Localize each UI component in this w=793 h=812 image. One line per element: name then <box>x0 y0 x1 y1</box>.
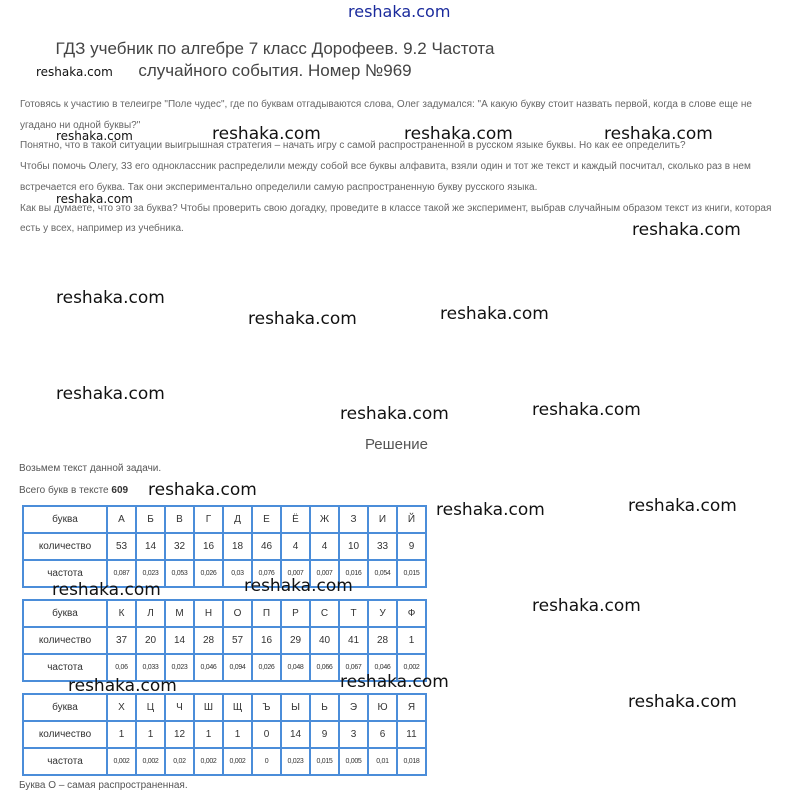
problem-text-part: Чтобы помочь Олегу, 33 его одноклассник распределили между собой все буквы алфавита, взяли один и тот же текст и каждый посчитал, сколько раз в нем встречается его буква. Так они экспериментально определили самую распространенную букву русского языка. <box>20 161 751 193</box>
count-cell: 46 <box>252 533 281 560</box>
letter-cell: А <box>107 506 136 533</box>
problem-paragraph-4: Как вы думаете, что это за буква? Чтобы проверить свою догадку, проведите в классе такой же эксперимент, выбрав случайным образом текст из книги, которая есть у всех, например из учебника. <box>20 202 772 235</box>
letter-cell: Ю <box>368 694 397 721</box>
count-cell: 20 <box>136 627 165 654</box>
letter-cell: В <box>165 506 194 533</box>
problem-text <box>20 95 785 240</box>
count-cell: 1 <box>223 721 252 748</box>
letter-row <box>23 506 426 533</box>
count-cell: 41 <box>339 627 368 654</box>
freq-row <box>23 748 426 775</box>
count-cell: 10 <box>339 533 368 560</box>
watermark: reshaka.com <box>56 129 133 143</box>
freq-cell: 0,005 <box>339 748 368 775</box>
letter-cell: Э <box>339 694 368 721</box>
watermark: reshaka.com <box>404 124 513 144</box>
watermark: reshaka.com <box>532 400 641 420</box>
count-cell: 4 <box>281 533 310 560</box>
count-cell: 28 <box>194 627 223 654</box>
watermark: reshaka.com <box>56 384 165 404</box>
freq-cell: 0,03 <box>223 560 252 587</box>
count-cell: 16 <box>252 627 281 654</box>
count-cell: 29 <box>281 627 310 654</box>
count-cell: 9 <box>397 533 426 560</box>
letter-cell: Ъ <box>252 694 281 721</box>
letter-row <box>23 694 426 721</box>
freq-cell: 0,023 <box>165 654 194 681</box>
row-label: частота <box>23 748 107 775</box>
freq-cell: 0,002 <box>107 748 136 775</box>
watermark: reshaka.com <box>628 692 737 712</box>
letter-cell: Ж <box>310 506 339 533</box>
freq-cell: 0,018 <box>397 748 426 775</box>
watermark: reshaka.com <box>212 124 321 144</box>
problem-paragraph-2: Понятно, что в такой ситуации выигрышная стратегия – начать игру с самой распространенной в русском языке буквы. Но как ее определить? <box>20 140 686 152</box>
problem-paragraph-3 <box>20 157 785 198</box>
freq-cell: 0,015 <box>397 560 426 587</box>
letter-cell: Щ <box>223 694 252 721</box>
freq-cell: 0,023 <box>136 560 165 587</box>
count-cell: 11 <box>397 721 426 748</box>
freq-cell: 0,06 <box>107 654 136 681</box>
letter-cell: Ф <box>397 600 426 627</box>
freq-cell: 0,076 <box>252 560 281 587</box>
letter-cell: Н <box>194 600 223 627</box>
freq-cell: 0,053 <box>165 560 194 587</box>
letter-row <box>23 600 426 627</box>
letter-cell: Г <box>194 506 223 533</box>
letter-cell: Я <box>397 694 426 721</box>
freq-cell: 0,002 <box>223 748 252 775</box>
count-cell: 3 <box>339 721 368 748</box>
count-cell: 9 <box>310 721 339 748</box>
count-cell: 28 <box>368 627 397 654</box>
freq-cell: 0,066 <box>310 654 339 681</box>
count-cell: 0 <box>252 721 281 748</box>
letter-table-2 <box>22 599 427 682</box>
row-label: буква <box>23 506 107 533</box>
count-cell: 57 <box>223 627 252 654</box>
letter-cell: М <box>165 600 194 627</box>
freq-cell: 0,016 <box>339 560 368 587</box>
letter-cell: Ш <box>194 694 223 721</box>
letter-cell: Ё <box>281 506 310 533</box>
letter-cell: И <box>368 506 397 533</box>
watermark: reshaka.com <box>340 672 449 692</box>
watermark: reshaka.com <box>36 65 113 79</box>
freq-cell: 0,046 <box>194 654 223 681</box>
letter-cell: Х <box>107 694 136 721</box>
watermark: reshaka.com <box>604 124 713 144</box>
count-cell: 53 <box>107 533 136 560</box>
watermark: reshaka.com <box>56 192 133 206</box>
freq-cell: 0,002 <box>397 654 426 681</box>
watermark: reshaka.com <box>436 500 545 520</box>
row-label: частота <box>23 654 107 681</box>
watermark: reshaka.com <box>248 309 357 329</box>
freq-cell: 0,054 <box>368 560 397 587</box>
count-cell: 37 <box>107 627 136 654</box>
page-title: ГДЗ учебник по алгебре 7 класс Дорофеев. 9.2 Частота случайного события. Номер №969 <box>55 39 495 80</box>
freq-cell: 0,007 <box>281 560 310 587</box>
row-label: количество <box>23 627 107 654</box>
letter-cell: Ч <box>165 694 194 721</box>
freq-cell: 0,087 <box>107 560 136 587</box>
count-cell: 14 <box>165 627 194 654</box>
freq-cell: 0,067 <box>339 654 368 681</box>
freq-cell: 0,023 <box>281 748 310 775</box>
letter-cell: Б <box>136 506 165 533</box>
letter-cell: Е <box>252 506 281 533</box>
count-cell: 1 <box>397 627 426 654</box>
count-cell: 40 <box>310 627 339 654</box>
watermark: reshaka.com <box>244 576 353 596</box>
letter-cell: Л <box>136 600 165 627</box>
count-cell: 6 <box>368 721 397 748</box>
freq-cell: 0,094 <box>223 654 252 681</box>
letter-cell: Ы <box>281 694 310 721</box>
watermark: reshaka.com <box>68 676 177 696</box>
freq-cell: 0,033 <box>136 654 165 681</box>
freq-cell: 0 <box>252 748 281 775</box>
count-cell: 4 <box>310 533 339 560</box>
freq-cell: 0,046 <box>368 654 397 681</box>
count-cell: 1 <box>136 721 165 748</box>
solution-heading: Решение <box>364 436 429 453</box>
letter-cell: Т <box>339 600 368 627</box>
letter-cell: С <box>310 600 339 627</box>
watermark: reshaka.com <box>632 220 741 240</box>
freq-cell: 0,007 <box>310 560 339 587</box>
count-cell: 14 <box>136 533 165 560</box>
row-label: частота <box>23 560 107 587</box>
letter-cell: О <box>223 600 252 627</box>
row-label: буква <box>23 694 107 721</box>
letter-cell: Й <box>397 506 426 533</box>
total-letters-value: 609 <box>111 485 129 496</box>
count-cell: 1 <box>107 721 136 748</box>
watermark: reshaka.com <box>348 2 451 21</box>
problem-paragraph-1: Готовясь к участию в телеигре "Поле чудес", где по буквам отгадываются слова, Олег задумался: "А какую букву стоит назвать первой, когда в слове еще не угадано ни одной буквы?" <box>20 99 752 131</box>
letter-cell: Ь <box>310 694 339 721</box>
watermark: reshaka.com <box>628 496 737 516</box>
watermark: reshaka.com <box>440 304 549 324</box>
freq-cell: 0,002 <box>136 748 165 775</box>
letter-table-3 <box>22 693 427 776</box>
total-letters-label: Всего букв в тексте <box>19 485 109 496</box>
freq-cell: 0,002 <box>194 748 223 775</box>
freq-cell: 0,015 <box>310 748 339 775</box>
count-cell: 12 <box>165 721 194 748</box>
count-row <box>23 721 426 748</box>
conclusion: Буква О – самая распространенная. <box>19 780 188 791</box>
count-row <box>23 627 426 654</box>
count-cell: 33 <box>368 533 397 560</box>
row-label: количество <box>23 721 107 748</box>
letter-cell: Ц <box>136 694 165 721</box>
freq-cell: 0,048 <box>281 654 310 681</box>
watermark: reshaka.com <box>56 288 165 308</box>
freq-cell: 0,026 <box>252 654 281 681</box>
freq-cell: 0,02 <box>165 748 194 775</box>
letter-cell: П <box>252 600 281 627</box>
count-cell: 32 <box>165 533 194 560</box>
watermark: reshaka.com <box>532 596 641 616</box>
count-cell: 1 <box>194 721 223 748</box>
row-label: количество <box>23 533 107 560</box>
count-cell: 16 <box>194 533 223 560</box>
letter-cell: К <box>107 600 136 627</box>
total-letters-line <box>19 485 128 496</box>
watermark: reshaka.com <box>340 404 449 424</box>
count-row <box>23 533 426 560</box>
letter-cell: У <box>368 600 397 627</box>
freq-cell: 0,01 <box>368 748 397 775</box>
freq-cell: 0,026 <box>194 560 223 587</box>
letter-table-1 <box>22 505 427 588</box>
count-cell: 14 <box>281 721 310 748</box>
letter-cell: З <box>339 506 368 533</box>
count-cell: 18 <box>223 533 252 560</box>
letter-cell: Д <box>223 506 252 533</box>
watermark: reshaka.com <box>148 480 257 500</box>
watermark: reshaka.com <box>52 580 161 600</box>
solution-intro: Возьмем текст данной задачи. <box>19 463 162 474</box>
row-label: буква <box>23 600 107 627</box>
letter-cell: Р <box>281 600 310 627</box>
